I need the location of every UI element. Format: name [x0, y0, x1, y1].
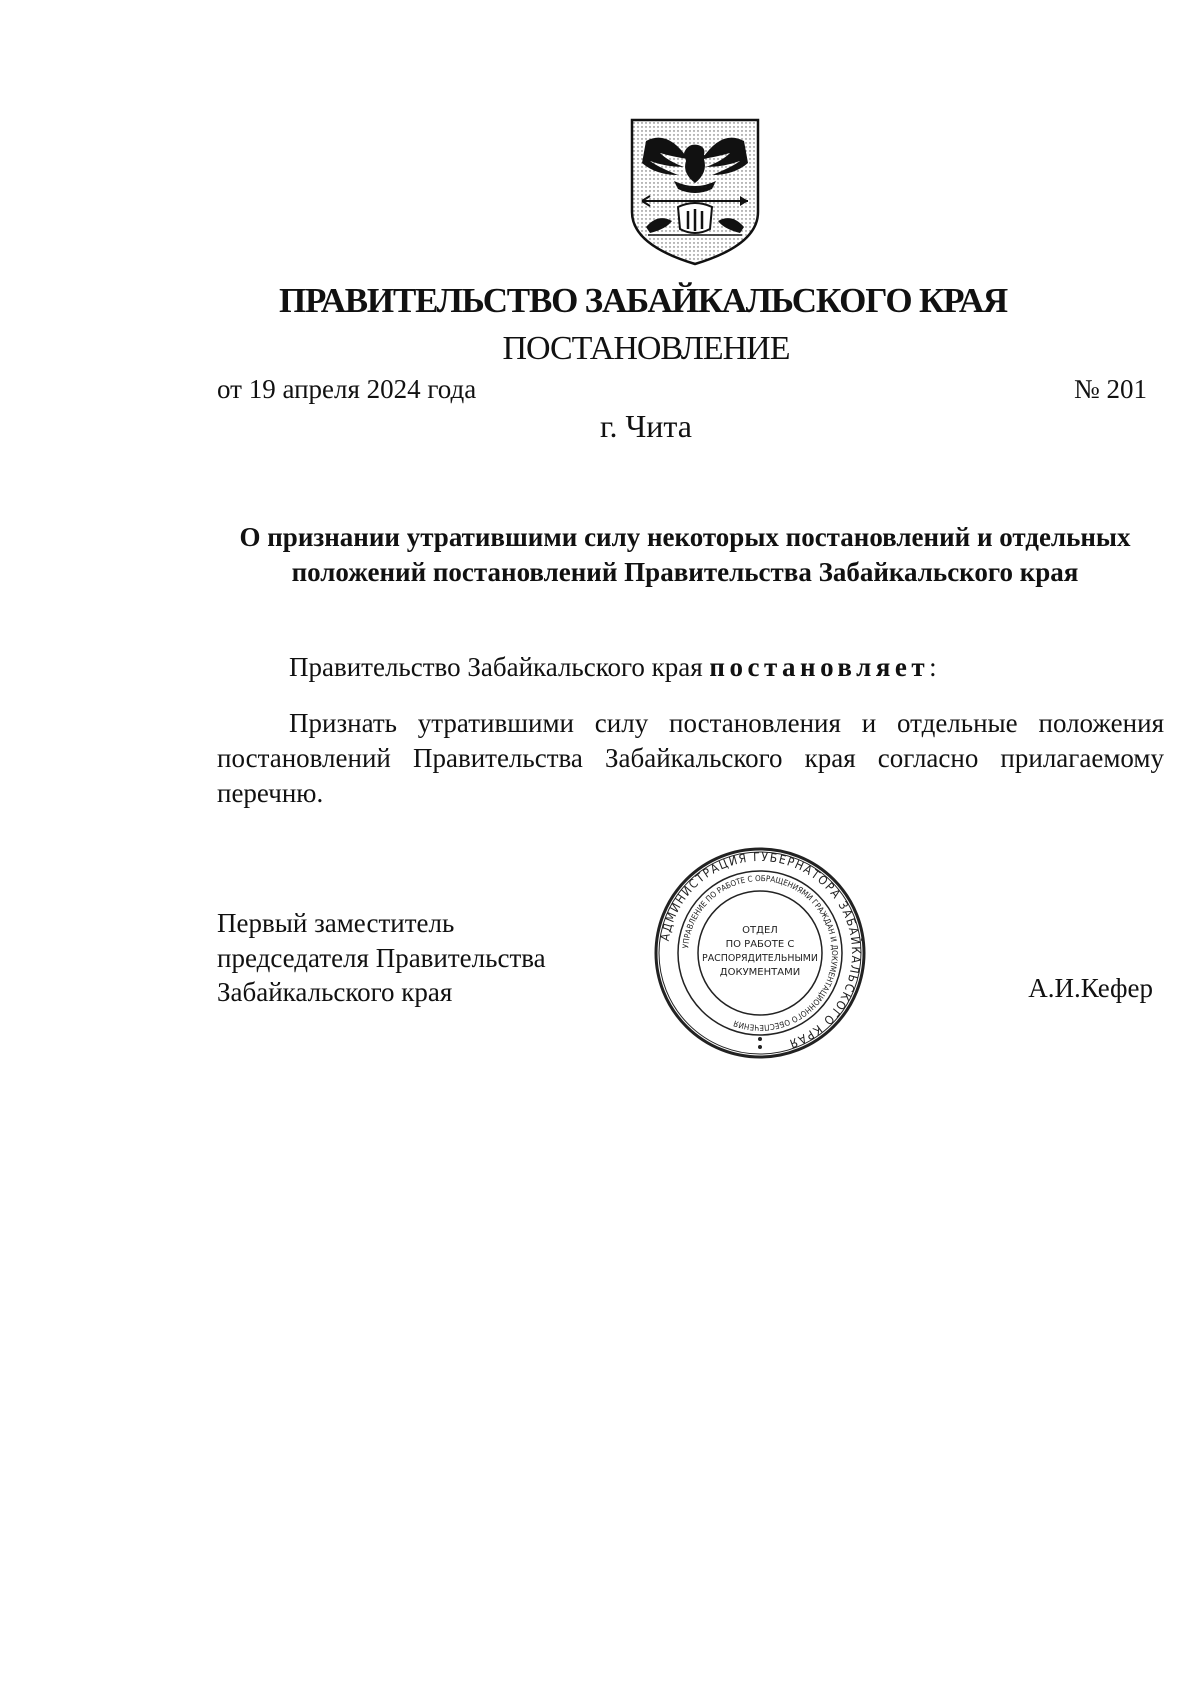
stamp-center-line: ОТДЕЛ: [742, 925, 778, 936]
document-number: № 201: [1073, 374, 1147, 404]
coat-of-arms-icon: [628, 117, 762, 267]
signer-title: [217, 906, 546, 1010]
preamble-text: Правительство Забайкальского края: [289, 652, 710, 682]
signer-title-line: Первый заместитель: [217, 908, 455, 938]
body-paragraph: Признать утратившими силу постановления и отдельные положения постановлений Правительства Забайкальского края согласно прилагаемому перечню.: [217, 708, 1164, 808]
signer-title-line: председателя Правительства: [217, 942, 546, 973]
stamp-inner-text: УПРАВЛЕНИЕ ПО РАБОТЕ С ОБРАЩЕНИЯМИ ГРАЖДАН И ДОКУМЕНТАЦИОННОГО ОБЕСПЕЧЕНИЯ: [681, 873, 840, 1033]
stamp-center-line: ПО РАБОТЕ С: [725, 939, 795, 950]
stamp-center-line: РАСПОРЯДИТЕЛЬНЫМИ: [702, 953, 818, 964]
preamble: [289, 652, 937, 683]
document-type: ПОСТАНОВЛЕНИЕ: [502, 330, 790, 367]
document-subject: [205, 520, 1165, 590]
stamp-outer-text: АДМИНИСТРАЦИЯ ГУБЕРНАТОРА ЗАБАЙКАЛЬСКОГО КРАЯ: [657, 849, 864, 1052]
document-city: г. Чита: [599, 408, 692, 444]
signer-name: А.И.Кефер: [1028, 973, 1153, 1003]
document-date: от 19 апреля 2024 года: [217, 374, 477, 404]
preamble-verb: постановляет: [709, 652, 930, 682]
subject-line: О признании утратившими силу некоторых постановлений и отдельных: [239, 522, 1131, 552]
official-stamp: [654, 847, 866, 1059]
government-name: ПРАВИТЕЛЬСТВО ЗАБАЙКАЛЬСКОГО КРАЯ: [278, 281, 1008, 320]
signer-title-line: Забайкальского края: [217, 977, 453, 1007]
stamp-center-line: ДОКУМЕНТАМИ: [719, 967, 801, 978]
preamble-colon: :: [929, 652, 937, 682]
subject-line: положений постановлений Правительства Забайкальского края: [291, 557, 1079, 587]
